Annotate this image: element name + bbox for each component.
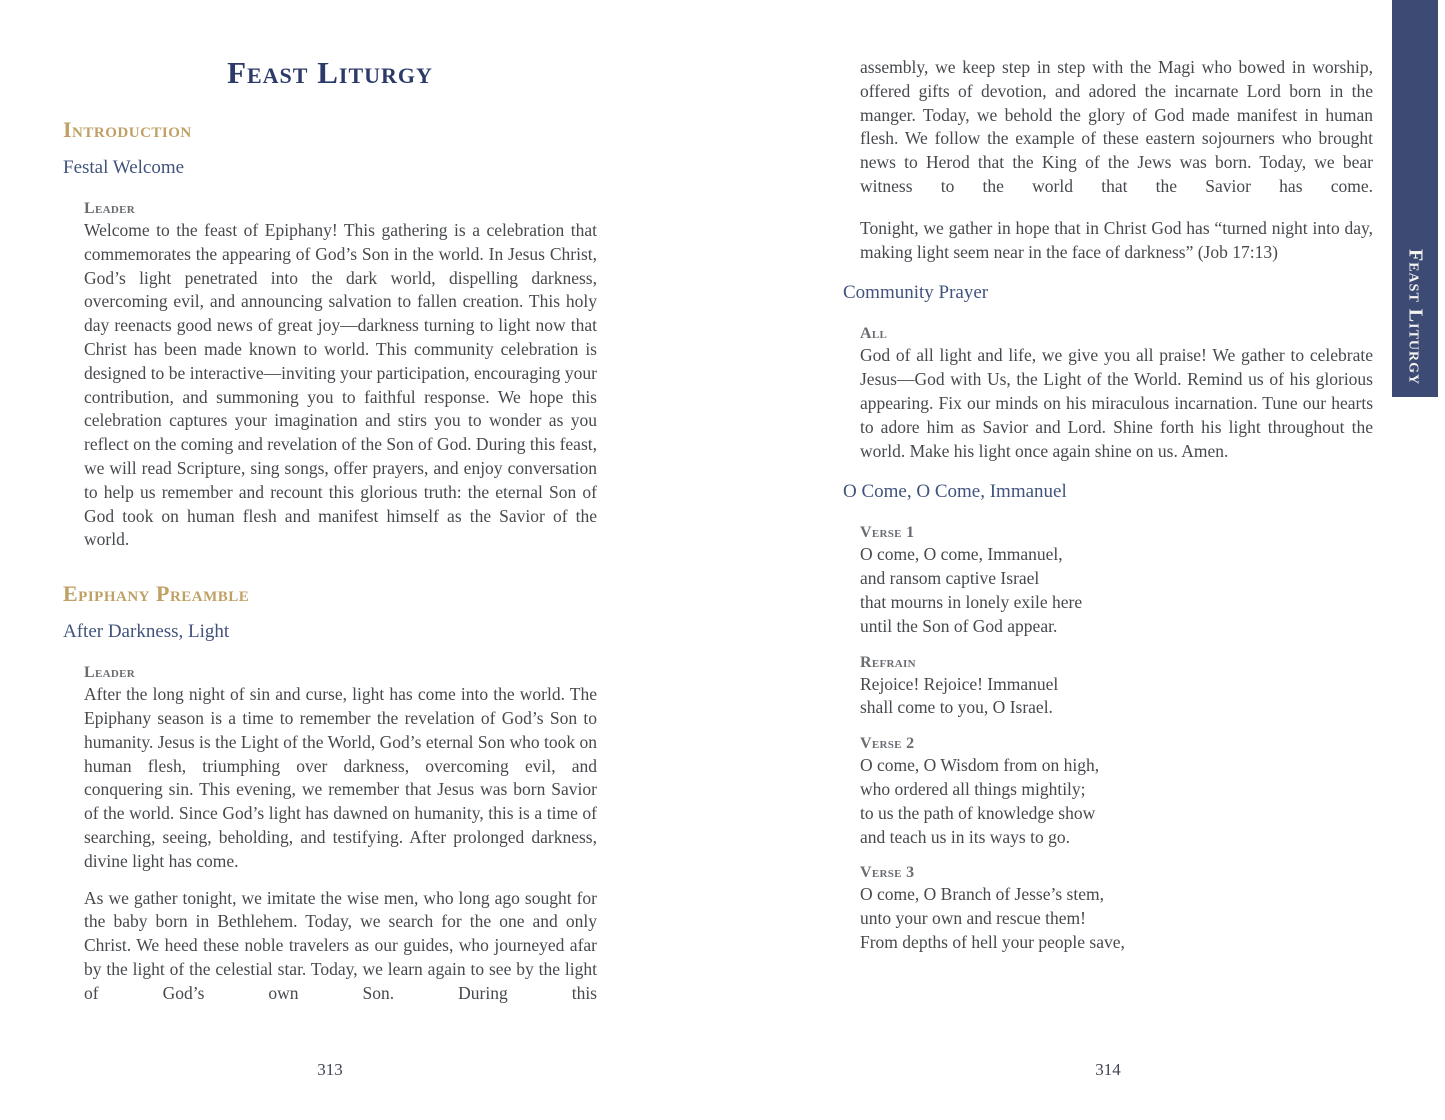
paragraph-festal-welcome: Welcome to the feast of Epiphany! This gathering is a celebration that commemorates the appearing of God’s Son in the world. In Jesus Christ, God’s light penetrated into the dark world, dispelling darkness, overcoming evil, and announcing salvation to fallen creation. This holy day reenacts good news of great joy—darkness turning to light now that Christ has been made known to world. This community celebration is designed to be interactive—inviting your participation, encouraging your contribution, and summoning you to faithful response. We hope this celebration captures your imagination and stirs you to wonder as you reflect on the coming and revelation of the Son of God. During this feast, we will read Scripture, sing songs, offer prayers, and enjoy conversation to help us remember and recount this glorious truth: the eternal Son of God took on human flesh and manifest himself as the Savior of the world. — [84, 220, 597, 550]
verse-line: unto your own and rescue them! — [860, 908, 1086, 929]
section-heading-introduction: Introduction — [63, 117, 192, 142]
hymn-stanza-verse-3 — [860, 862, 1373, 954]
verse-line: and teach us in its ways to go. — [860, 826, 1070, 847]
paragraph-continuation: assembly, we keep step in step with the Magi who bowed in worship, offered gifts of devotion, and adored the incarnate Lord born in the manger. Today, we behold the glory of God made manifest in human flesh. We follow the example of these eastern sojourners who brought news to Herod that the King of the Jews was born. Today, we bear witness to the world that the Savior has come. — [860, 57, 1373, 196]
verse-line: and ransom captive Israel — [860, 568, 1040, 589]
paragraph-wise-men: As we gather tonight, we imitate the wise men, who long ago sought for the baby born in Bethlehem. Today, we search for the one and only Christ. We heed these noble travelers as our guides, who journeyed afar by the light of the celestial star. Today, we learn again to see by the light of God’s own Son. During this — [84, 887, 597, 1003]
section-heading-epiphany-preamble: Epiphany Preamble — [63, 581, 250, 607]
verse-line: Rejoice! Rejoice! Immanuel — [860, 673, 1059, 694]
verse-line: to us the path of knowledge show — [860, 802, 1096, 823]
chapter-edge-tab — [1392, 0, 1438, 397]
liturgy-block-festal-welcome — [84, 198, 597, 552]
page-number-left: 313 — [317, 1060, 343, 1079]
stanza-label-verse-1: Verse 1 — [860, 524, 915, 542]
left-page — [63, 0, 597, 1120]
liturgy-block-after-darkness-light — [84, 662, 597, 1005]
subheading-community-prayer: Community Prayer — [843, 282, 989, 304]
page-title: Feast Liturgy — [227, 55, 433, 90]
speaker-label-all: All — [860, 325, 888, 343]
paragraph-community-prayer: God of all light and life, we give you all praise! We gather to celebrate Jesus—God with Us, the Light of the World. Remind us of his glorious appearing. Fix our minds on his miraculous incarnation. Tune our hearts to adore him as Savior and Lord. Shine forth his light throughout the world. Make his light once again shine on us. Amen. — [860, 345, 1373, 461]
verse-line: shall come to you, O Israel. — [860, 697, 1053, 718]
subheading-hymn-title: O Come, O Come, Immanuel — [843, 481, 1067, 503]
verse-line: O come, O come, Immanuel, — [860, 544, 1063, 565]
verse-line: O come, O Wisdom from on high, — [860, 755, 1100, 776]
hymn-stanza-verse-1 — [860, 522, 1373, 638]
speaker-label-leader: Leader — [84, 200, 135, 217]
verse-line: that mourns in lonely exile here — [860, 591, 1083, 612]
right-page — [843, 0, 1373, 1120]
verse-line: From depths of hell your people save, — [860, 931, 1125, 952]
speaker-label-leader: Leader — [84, 664, 135, 682]
paragraph-tonight: Tonight, we gather in hope that in Christ God has “turned night into day, making light seem near in the face of darkness” (Job 17:13) — [860, 217, 1373, 262]
hymn-stanza-verse-2 — [860, 733, 1373, 849]
liturgy-block-community-prayer — [860, 323, 1373, 463]
verse-line: who ordered all things mightily; — [860, 778, 1086, 799]
subheading-after-darkness-light: After Darkness, Light — [63, 621, 230, 643]
subheading-festal-welcome: Festal Welcome — [63, 157, 185, 178]
chapter-tab-label: Feast Liturgy — [1404, 248, 1427, 385]
stanza-label-verse-2: Verse 2 — [860, 735, 915, 753]
paragraph-block-tonight — [860, 217, 1373, 265]
paragraph-after-darkness: After the long night of sin and curse, light has come into the world. The Epiphany season is a time to remember the revelation of God’s Son to humanity. Jesus is the Light of the World, God’s eternal Son who took on human flesh, triumphing over darkness, overcoming evil, and conquering sin. This evening, we remember that Jesus was born Savior of the world. Since God’s light has dawned on humanity, this is a time of searching, seeing, beholding, and testifying. After prolonged darkness, divine light has come. — [84, 684, 597, 871]
stanza-label-refrain: Refrain — [860, 653, 916, 671]
verse-line: until the Son of God appear. — [860, 615, 1058, 636]
verse-line: O come, O Branch of Jesse’s stem, — [860, 884, 1104, 905]
hymn-stanza-refrain — [860, 652, 1373, 721]
stanza-label-verse-3: Verse 3 — [860, 864, 915, 882]
page-number-right: 314 — [1095, 1060, 1121, 1079]
